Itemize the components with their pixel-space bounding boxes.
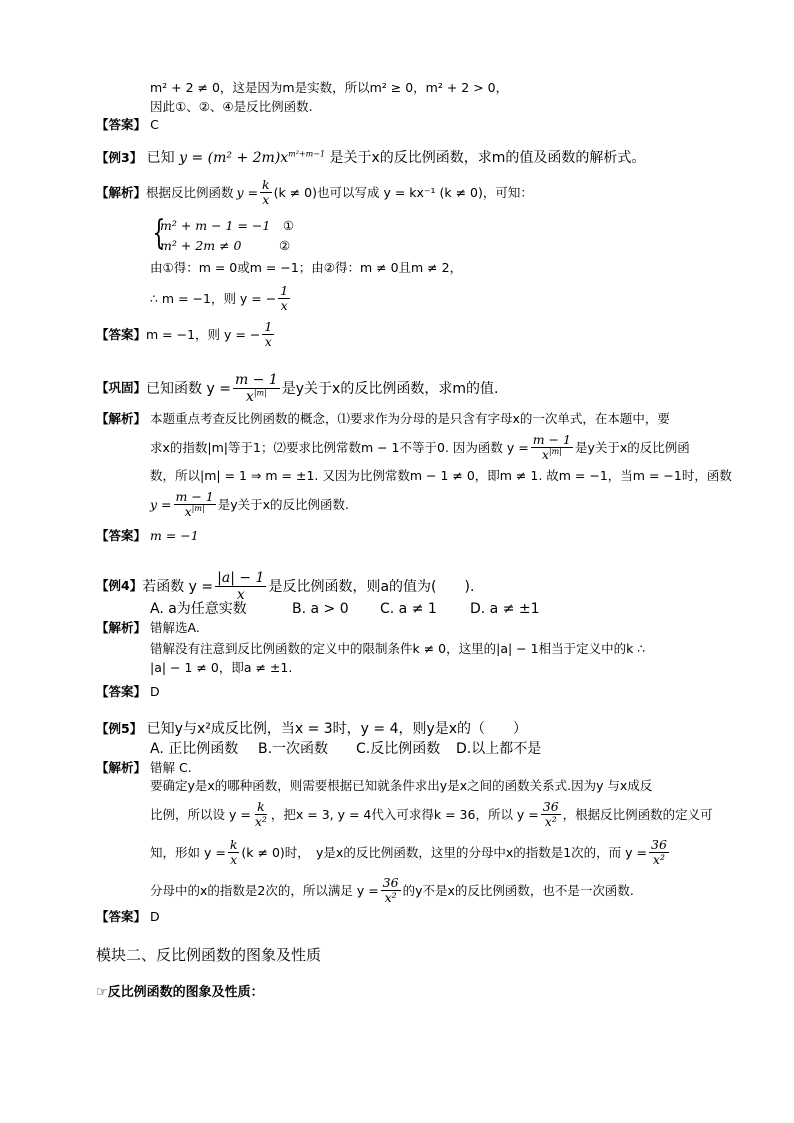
ex5-analysis-line1: 【解析】 错解 C. <box>96 760 192 775</box>
top-answer <box>96 119 159 132</box>
ex4-option-b: B. a > 0 <box>292 601 349 617</box>
consolidate-answer: 【答案】 m = −1 <box>96 528 199 543</box>
answer-value: C <box>150 117 159 132</box>
top-line-2: 因此①、②、④是反比例函数. <box>150 99 313 114</box>
ex4-answer: 【答案】 D <box>96 684 160 699</box>
analysis-label: 【解析】 <box>96 760 147 775</box>
ex4-analysis-line3: |a| − 1 ≠ 0，即a ≠ ±1. <box>150 660 293 675</box>
eq2: m² + 2m ≠ 0 ② <box>160 238 291 253</box>
ex3-answer: 【答案】 m = −1，则 y = − $\frac{1}{x}$ <box>96 319 273 350</box>
answer-label: 【答案】 <box>96 909 147 924</box>
ex4-option-d: D. a ≠ ±1 <box>470 601 540 617</box>
eq1: m² + m − 1 = −1 ① <box>160 218 295 233</box>
ex5-analysis-line4: 知，形如 y = $\frac{k}{x}$ (k ≠ 0)时， y是x的反比例函数，这里的分母中x的指数是1次的，而 y = $\frac{36}{\text{x²}}$ <box>150 837 667 868</box>
consolidate-label: 【巩固】 <box>96 380 147 396</box>
module-subtitle: ☞反比例函数的图象及性质： <box>96 985 264 1000</box>
answer-label: 【答案】 <box>96 528 147 543</box>
fraction: $\frac{k}{x}$ <box>262 177 270 208</box>
ex3-formula: $y = (m^2 + 2m)x^{m^2+m-1}$ <box>179 149 326 166</box>
ex3-analysis-intro: 【解析】 根据反比例函数 y = $\frac{k}{x}$ (k ≠ 0)也可以写成 y = kx⁻¹ (k ≠ 0)，可知： <box>96 177 533 208</box>
consolidate-analysis-line2: 求x的指数|m|等于1；⑵要求比例常数m − 1不等于0. 因为函数 y = $\frac{m - 1}{x^{|m|}}$ 是y关于x的反比例函 <box>150 432 690 463</box>
consolidate-analysis-line1: 【解析】 本题重点考查反比例函数的概念，⑴要求作为分母的是只含有字母x的一次单式，在本题中，要 <box>96 411 670 426</box>
ex5-question: 【例5】 已知y与x²成反比例，当x = 3时，y = 4，则y是x的（ ） <box>96 721 528 737</box>
ex4-question: 【例4】 若函数 y = $\frac{|a| - 1}{x}$ 是反比例函数，则a的值为( ). <box>96 570 475 604</box>
ex4-label: 【例4】 <box>96 578 143 594</box>
ex5-analysis-line3: 比例，所以设 y = $\frac{k}{\text{x²}}$ ，把x = 3, y = 4代入可求得k = 36，所以 y = $\frac{36}{\text{x²}}$ ，根据反比例函数的定义可 <box>150 799 713 830</box>
analysis-label: 【解析】 <box>96 184 147 200</box>
ex5-analysis-line5: 分母中的x的指数是2次的，所以满足 y = $\frac{36}{\text{x²}}$ 的y不是x的反比例函数，也不是一次函数. <box>150 875 634 906</box>
consolidate-analysis-line4: y = $\frac{m - 1}{x^{|m|}}$ 是y关于x的反比例函数. <box>150 489 350 520</box>
top-line-1: m² + 2 ≠ 0，这是因为m是实数，所以m² ≥ 0，m² + 2 > 0， <box>150 80 509 95</box>
ex5-option-c: C.反比例函数 <box>356 741 441 757</box>
ex3-question-a: 已知 <box>146 150 175 166</box>
ex5-option-b: B.一次函数 <box>258 741 329 757</box>
answer-label: 【答案】 <box>96 326 147 342</box>
system-brace: { <box>152 213 166 253</box>
ex4-option-a: A. a为任意实数 <box>150 601 247 617</box>
ex3-intro-b: (k ≠ 0)也可以写成 y = kx⁻¹ (k ≠ 0)，可知： <box>273 184 533 200</box>
ex3-question <box>96 151 645 165</box>
module-title: 模块二、反比例函数的图象及性质 <box>96 946 322 964</box>
answer-label: 【答案】 <box>96 684 147 699</box>
analysis-label: 【解析】 <box>96 411 147 426</box>
ex4-analysis-line1: 【解析】 错解选A. <box>96 620 200 635</box>
ex3-label: 【例3】 <box>96 150 143 165</box>
answer-label: 【答案】 <box>96 117 147 132</box>
ex3-step1: 由①得：m = 0或m = −1；由②得：m ≠ 0且m ≠ 2， <box>150 260 463 275</box>
ex5-label: 【例5】 <box>96 721 143 736</box>
consolidate-question: 【巩固】 已知函数 y = $\frac{m - 1}{x^{|m|}}$ 是y关于x的反比例函数，求m的值. <box>96 372 499 406</box>
ex5-analysis-line2: 要确定y是x的哪种函数，则需要根据已知就条件求出y是x之间的函数关系式.因为y 与x成反 <box>150 778 653 793</box>
ex3-intro-a: 根据反比例函数 <box>146 184 234 200</box>
ex5-answer: 【答案】 D <box>96 909 160 924</box>
ex4-option-c: C. a ≠ 1 <box>380 601 437 617</box>
ex5-option-a: A. 正比例函数 <box>150 741 239 757</box>
ex3-question-b: 是关于x的反比例函数，求m的值及函数的解析式。 <box>329 150 646 166</box>
ex5-option-d: D.以上都不是 <box>456 741 542 757</box>
analysis-label: 【解析】 <box>96 620 147 635</box>
ex3-step2: ∴ m = −1，则 y = − $\frac{1}{x}$ <box>150 283 289 314</box>
ex4-analysis-line2: 错解没有注意到反比例函数的定义中的限制条件k ≠ 0，这里的|a| − 1相当于定义中的k ∴ <box>150 641 646 656</box>
consolidate-analysis-line3: 数，所以|m| = 1 ⇒ m = ±1. 又因为比例常数m − 1 ≠ 0，即m ≠ 1. 故m = −1，当m = −1时，函数 <box>150 468 732 483</box>
